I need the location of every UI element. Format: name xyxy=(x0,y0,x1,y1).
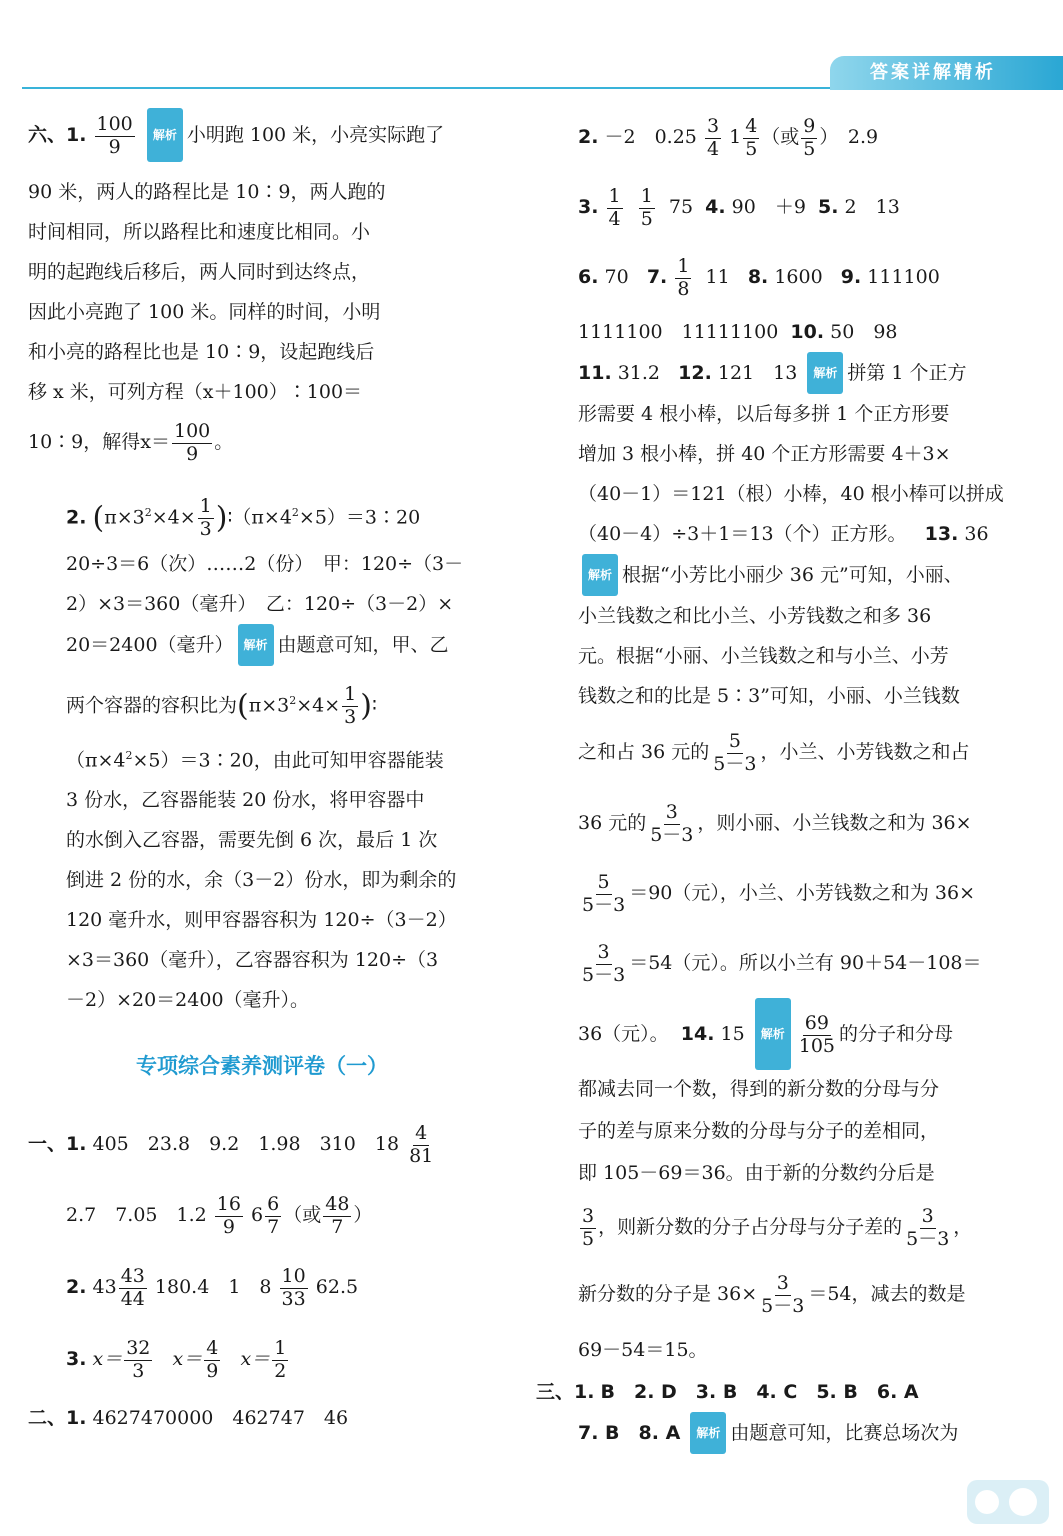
text-line: 新分数的分子是 36× $\frac{3}{5-3}$ ＝54，减去的数是 xyxy=(578,1271,966,1317)
text-line: 形需要 4 根小棒，以后每多拼 1 个正方形要 xyxy=(578,403,950,425)
fraction: $\frac{1}{2}$ xyxy=(274,1336,287,1382)
fraction: $\frac{5}{5-3}$ xyxy=(582,870,626,916)
fraction: $\frac{3}{5}$ xyxy=(582,1204,595,1250)
right-column xyxy=(536,108,1008,1454)
text-line: 和小亮的路程比也是 10∶9，设起跑线后 xyxy=(28,341,375,363)
fraction: $\frac{69}{105}$ xyxy=(798,1011,836,1057)
fraction: $\frac{1}{3}$ xyxy=(344,682,357,728)
text-line: 的水倒入乙容器，需要先倒 6 次，最后 1 次 xyxy=(66,829,438,852)
text-line: $\frac{5}{5-3}$ ＝90（元），小兰、小芳钱数之和为 36× xyxy=(582,870,976,916)
fraction: $\frac{1}{3}$ xyxy=(199,494,212,540)
analysis-tag: 解析 xyxy=(807,352,843,394)
text-line: 小兰钱数之和比小兰、小芳钱数之和多 36 xyxy=(578,605,932,627)
text-line: 明的起跑线后移后，两人同时到达终点， xyxy=(28,261,371,283)
text-line: 69－54＝15。 xyxy=(578,1339,708,1361)
fraction: $\frac{3}{5-3}$ xyxy=(761,1271,805,1317)
text-line: $\frac{3}{5-3}$ ＝54（元）。所以小兰有 90＋54－108＝ xyxy=(582,940,982,986)
r-q2: 2. －2 0.25 $\frac{3}{4}$ 1 $\frac{4}{5}$ （或 $\frac{9}{5}$ ） 2.9 xyxy=(578,114,879,160)
analysis-tag: 解析 xyxy=(238,624,274,666)
analysis-tag: 解析 xyxy=(690,1412,726,1454)
text-line: 都减去同一个数，得到的新分数的分母与分 xyxy=(578,1078,940,1100)
text-line: 3 份水，乙容器能装 20 份水，将甲容器中 xyxy=(66,789,425,812)
fraction: $\frac{4}{9}$ xyxy=(206,1336,219,1382)
fraction: $\frac{3}{5-3}$ xyxy=(906,1204,950,1250)
text-line: （40－4）÷3＋1＝13（个）正方形。 13. 36 xyxy=(578,523,989,545)
fraction: $\frac{43}{44}$ xyxy=(120,1264,145,1310)
left-column xyxy=(28,108,496,1438)
text-line: 时间相同，所以路程比和速度比相同。小 xyxy=(28,221,371,243)
section-title: 专项综合素养测评卷（一） xyxy=(136,1054,388,1079)
watermark-logo-icon xyxy=(963,1470,1053,1530)
fraction: $\frac{4}{81}$ xyxy=(409,1121,434,1167)
s3-answers-2: 7. B 8. A 解析 由题意可知，比赛总场次为 xyxy=(578,1412,1008,1454)
s2-q1: 二、1. 4627470000 462747 46 xyxy=(28,1407,349,1430)
header-rule xyxy=(22,87,922,89)
text-line: （40－1）＝121（根）小棒，40 根小棒可以拼成 xyxy=(578,483,1004,505)
text-line: $(\pi\times 4^2\times 5)=3∶20$，由此可知甲容器能装 xyxy=(66,749,444,772)
fraction: $\frac{3}{5-3}$ xyxy=(582,940,626,986)
text-line: 解析 根据“小芳比小丽少 36 元”可知，小丽、 xyxy=(578,554,1008,596)
r-q6: 6. 70 7. $\frac{1}{8}$ 11 8. 1600 9. 111100 xyxy=(578,254,940,300)
fraction: $\frac{1}{4}$ xyxy=(608,184,621,230)
fraction: $\frac{16}{9}$ xyxy=(216,1192,241,1238)
fraction: $\frac{1}{8}$ xyxy=(677,254,690,300)
text-line: 120 毫升水，则甲容器容积为 120÷（3－2） xyxy=(66,909,457,932)
text-line: 2）×3＝360（毫升） 乙：120÷（3－2）× xyxy=(66,593,454,615)
q2-line1: 2. ($\pi\times 3^2\times 4\times$ $\frac{1}{3}$ )$∶(\pi\times 4^2\times 5)=3∶20$ xyxy=(66,494,421,540)
fraction: $\frac{10}{33}$ xyxy=(281,1264,306,1310)
text-line: 两个容器的容积比为($\pi\times 3^2\times 4\times$ $\frac{1}{3}$ )∶ xyxy=(66,682,377,728)
r-q11: 11. 31.2 12. 121 13 解析 拼第 1 个正方 xyxy=(578,352,1008,394)
text-line: 10∶9，解得x＝ $\frac{100}{9}$ 。 xyxy=(28,419,234,465)
text-line: 20＝2400（毫升） 解析 由题意可知，甲、乙 xyxy=(28,624,496,666)
text-line: 倒进 2 份的水，余（3－2）份水，即为剩余的 xyxy=(66,869,457,892)
text-line: 元。根据“小丽、小兰钱数之和与小兰、小芳 xyxy=(578,645,949,667)
fraction: $\frac{100}{9}$ xyxy=(96,112,133,158)
text-line: 即 105－69＝36。由于新的分数约分后是 xyxy=(578,1162,935,1184)
text-line: ×3＝360（毫升），乙容器容积为 120÷（3 xyxy=(66,949,439,972)
text-line: 36 元的 $\frac{3}{5-3}$ ，则小丽、小兰钱数之和为 36× xyxy=(578,800,972,846)
fraction: $\frac{48}{7}$ xyxy=(325,1192,350,1238)
s1-q1-line2: 2.7 7.05 1.2 $\frac{16}{9}$ 6 $\frac{6}{7}$ （或 $\frac{48}{7}$ ） xyxy=(66,1192,373,1238)
s1-q1-line1: 一、1. 405 23.8 9.2 1.98 310 18 $\frac{4}{81}$ xyxy=(28,1121,434,1167)
text-line: 因此小亮跑了 100 米。同样的时间，小明 xyxy=(28,301,381,323)
text-line: 子的差与原来分数的分母与分子的差相同， xyxy=(578,1120,940,1142)
s1-q3: 3. x＝ $\frac{32}{3}$ x＝ $\frac{4}{9}$ x＝ $\frac{1}{2}$ xyxy=(66,1336,287,1382)
s1-q2: 2. 43 $\frac{43}{44}$ 180.4 1 8 $\frac{10}{33}$ 62.5 xyxy=(66,1264,359,1310)
fraction: $\frac{1}{5}$ xyxy=(640,184,653,230)
analysis-tag: 解析 xyxy=(582,554,618,596)
fraction: $\frac{6}{7}$ xyxy=(267,1192,280,1238)
fraction: $\frac{32}{3}$ xyxy=(126,1336,151,1382)
fraction: $\frac{3}{5-3}$ xyxy=(650,800,694,846)
fraction: $\frac{3}{4}$ xyxy=(706,114,720,160)
text-line: －2）×20＝2400（毫升）。 xyxy=(66,989,310,1012)
fraction: $\frac{100}{9}$ xyxy=(173,419,211,465)
analysis-tag: 解析 xyxy=(755,998,791,1070)
text-line: 增加 3 根小棒，拼 40 个正方形需要 4＋3× xyxy=(578,443,951,465)
analysis-tag: 解析 xyxy=(147,108,183,162)
r-q9-cont: 1111100 11111100 10. 50 98 xyxy=(578,321,898,343)
text-line: $\frac{3}{5}$ ，则新分数的分子占分母与分子差的 $\frac{3}{5-3}$ ， xyxy=(582,1204,973,1250)
s3-answers: 三、1. B 2. D 3. B 4. C 5. B 6. A xyxy=(536,1381,919,1403)
r-q3: 3. $\frac{1}{4}$ $\frac{1}{5}$ 75 4. 90 ＋9 5. 2 13 xyxy=(578,184,900,230)
text-line: 90 米，两人的路程比是 10∶9，两人跑的 xyxy=(28,181,386,203)
text-line: 移 x 米，可列方程（x＋100）∶100＝ xyxy=(28,381,363,403)
s6-q1-line1: 六、1. $\frac{100}{9}$ 解析 小明跑 100 米，小亮实际跑了 xyxy=(28,108,496,160)
text-line: 钱数之和的比是 5∶3”可知，小丽、小兰钱数 xyxy=(578,685,960,707)
text-line: 20÷3＝6（次）……2（份） 甲：120÷（3－ xyxy=(66,553,464,575)
text-line: 之和占 36 元的 $\frac{5}{5-3}$ ，小兰、小芳钱数之和占 xyxy=(578,729,970,775)
text-line: 36（元）。 14. 15 解析 $\frac{69}{105}$ 的分子和分母 xyxy=(578,998,1008,1068)
header-tab: 答案详解精析 xyxy=(830,56,1063,90)
fraction: $\frac{9}{5}$ xyxy=(803,114,816,160)
fraction: $\frac{5}{5-3}$ xyxy=(713,729,757,775)
fraction: $\frac{4}{5}$ xyxy=(745,114,758,160)
